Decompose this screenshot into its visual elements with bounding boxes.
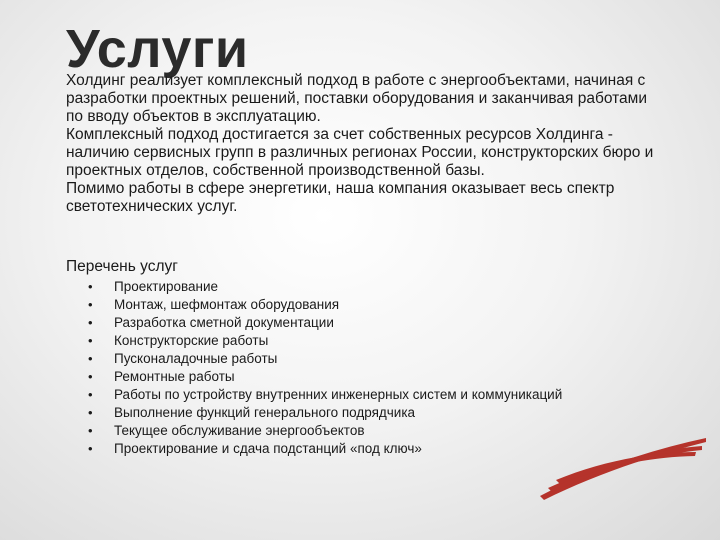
intro-paragraph: Холдинг реализует комплексный подход в работе с энергообъектами, начиная с разработки проектных решений, поставки оборудования и заканчивая работами по вводу объектов в эксплуатацию. (66, 72, 647, 125)
list-item (88, 386, 562, 404)
service-label: Ремонтные работы (114, 369, 235, 384)
bullet-icon: • (88, 369, 93, 384)
services-title: Перечень услуг (66, 258, 178, 275)
intro-paragraph: Комплексный подход достигается за счет собственных ресурсов Холдинга - наличию сервисных групп в различных регионах России, конструкторских бюро и проектных отделов, собственной производственной базы. (66, 126, 654, 179)
bullet-icon: • (88, 351, 93, 366)
bullet-icon: • (88, 387, 93, 402)
list-item (88, 314, 562, 332)
bullet-icon: • (88, 279, 93, 294)
swoosh-logo-icon (530, 430, 710, 510)
list-item (88, 422, 562, 440)
bullet-icon: • (88, 441, 93, 456)
list-item (88, 404, 562, 422)
list-item (88, 332, 562, 350)
service-label: Проектирование и сдача подстанций «под ключ» (114, 441, 422, 456)
slide-title: Услуги (66, 19, 249, 79)
bullet-icon: • (88, 405, 93, 420)
services-list (88, 278, 562, 458)
list-item (88, 296, 562, 314)
bullet-icon: • (88, 297, 93, 312)
bullet-icon: • (88, 315, 93, 330)
bullet-icon: • (88, 423, 93, 438)
list-item (88, 278, 562, 296)
service-label: Конструкторские работы (114, 333, 269, 348)
service-label: Пусконаладочные работы (114, 351, 278, 366)
list-item (88, 440, 562, 458)
service-label: Текущее обслуживание энергообъектов (114, 423, 365, 438)
service-label: Проектирование (114, 279, 219, 294)
service-label: Разработка сметной документации (114, 315, 334, 330)
intro-paragraph: Помимо работы в сфере энергетики, наша компания оказывает весь спектр светотехнических услуг. (66, 180, 615, 215)
list-item (88, 368, 562, 386)
intro-text (66, 72, 666, 216)
list-item (88, 350, 562, 368)
bullet-icon: • (88, 333, 93, 348)
swoosh-stroke (540, 438, 706, 500)
service-label: Выполнение функций генерального подрядчика (114, 405, 416, 420)
service-label: Монтаж, шефмонтаж оборудования (114, 297, 340, 312)
service-label: Работы по устройству внутренних инженерных систем и коммуникаций (114, 387, 563, 402)
